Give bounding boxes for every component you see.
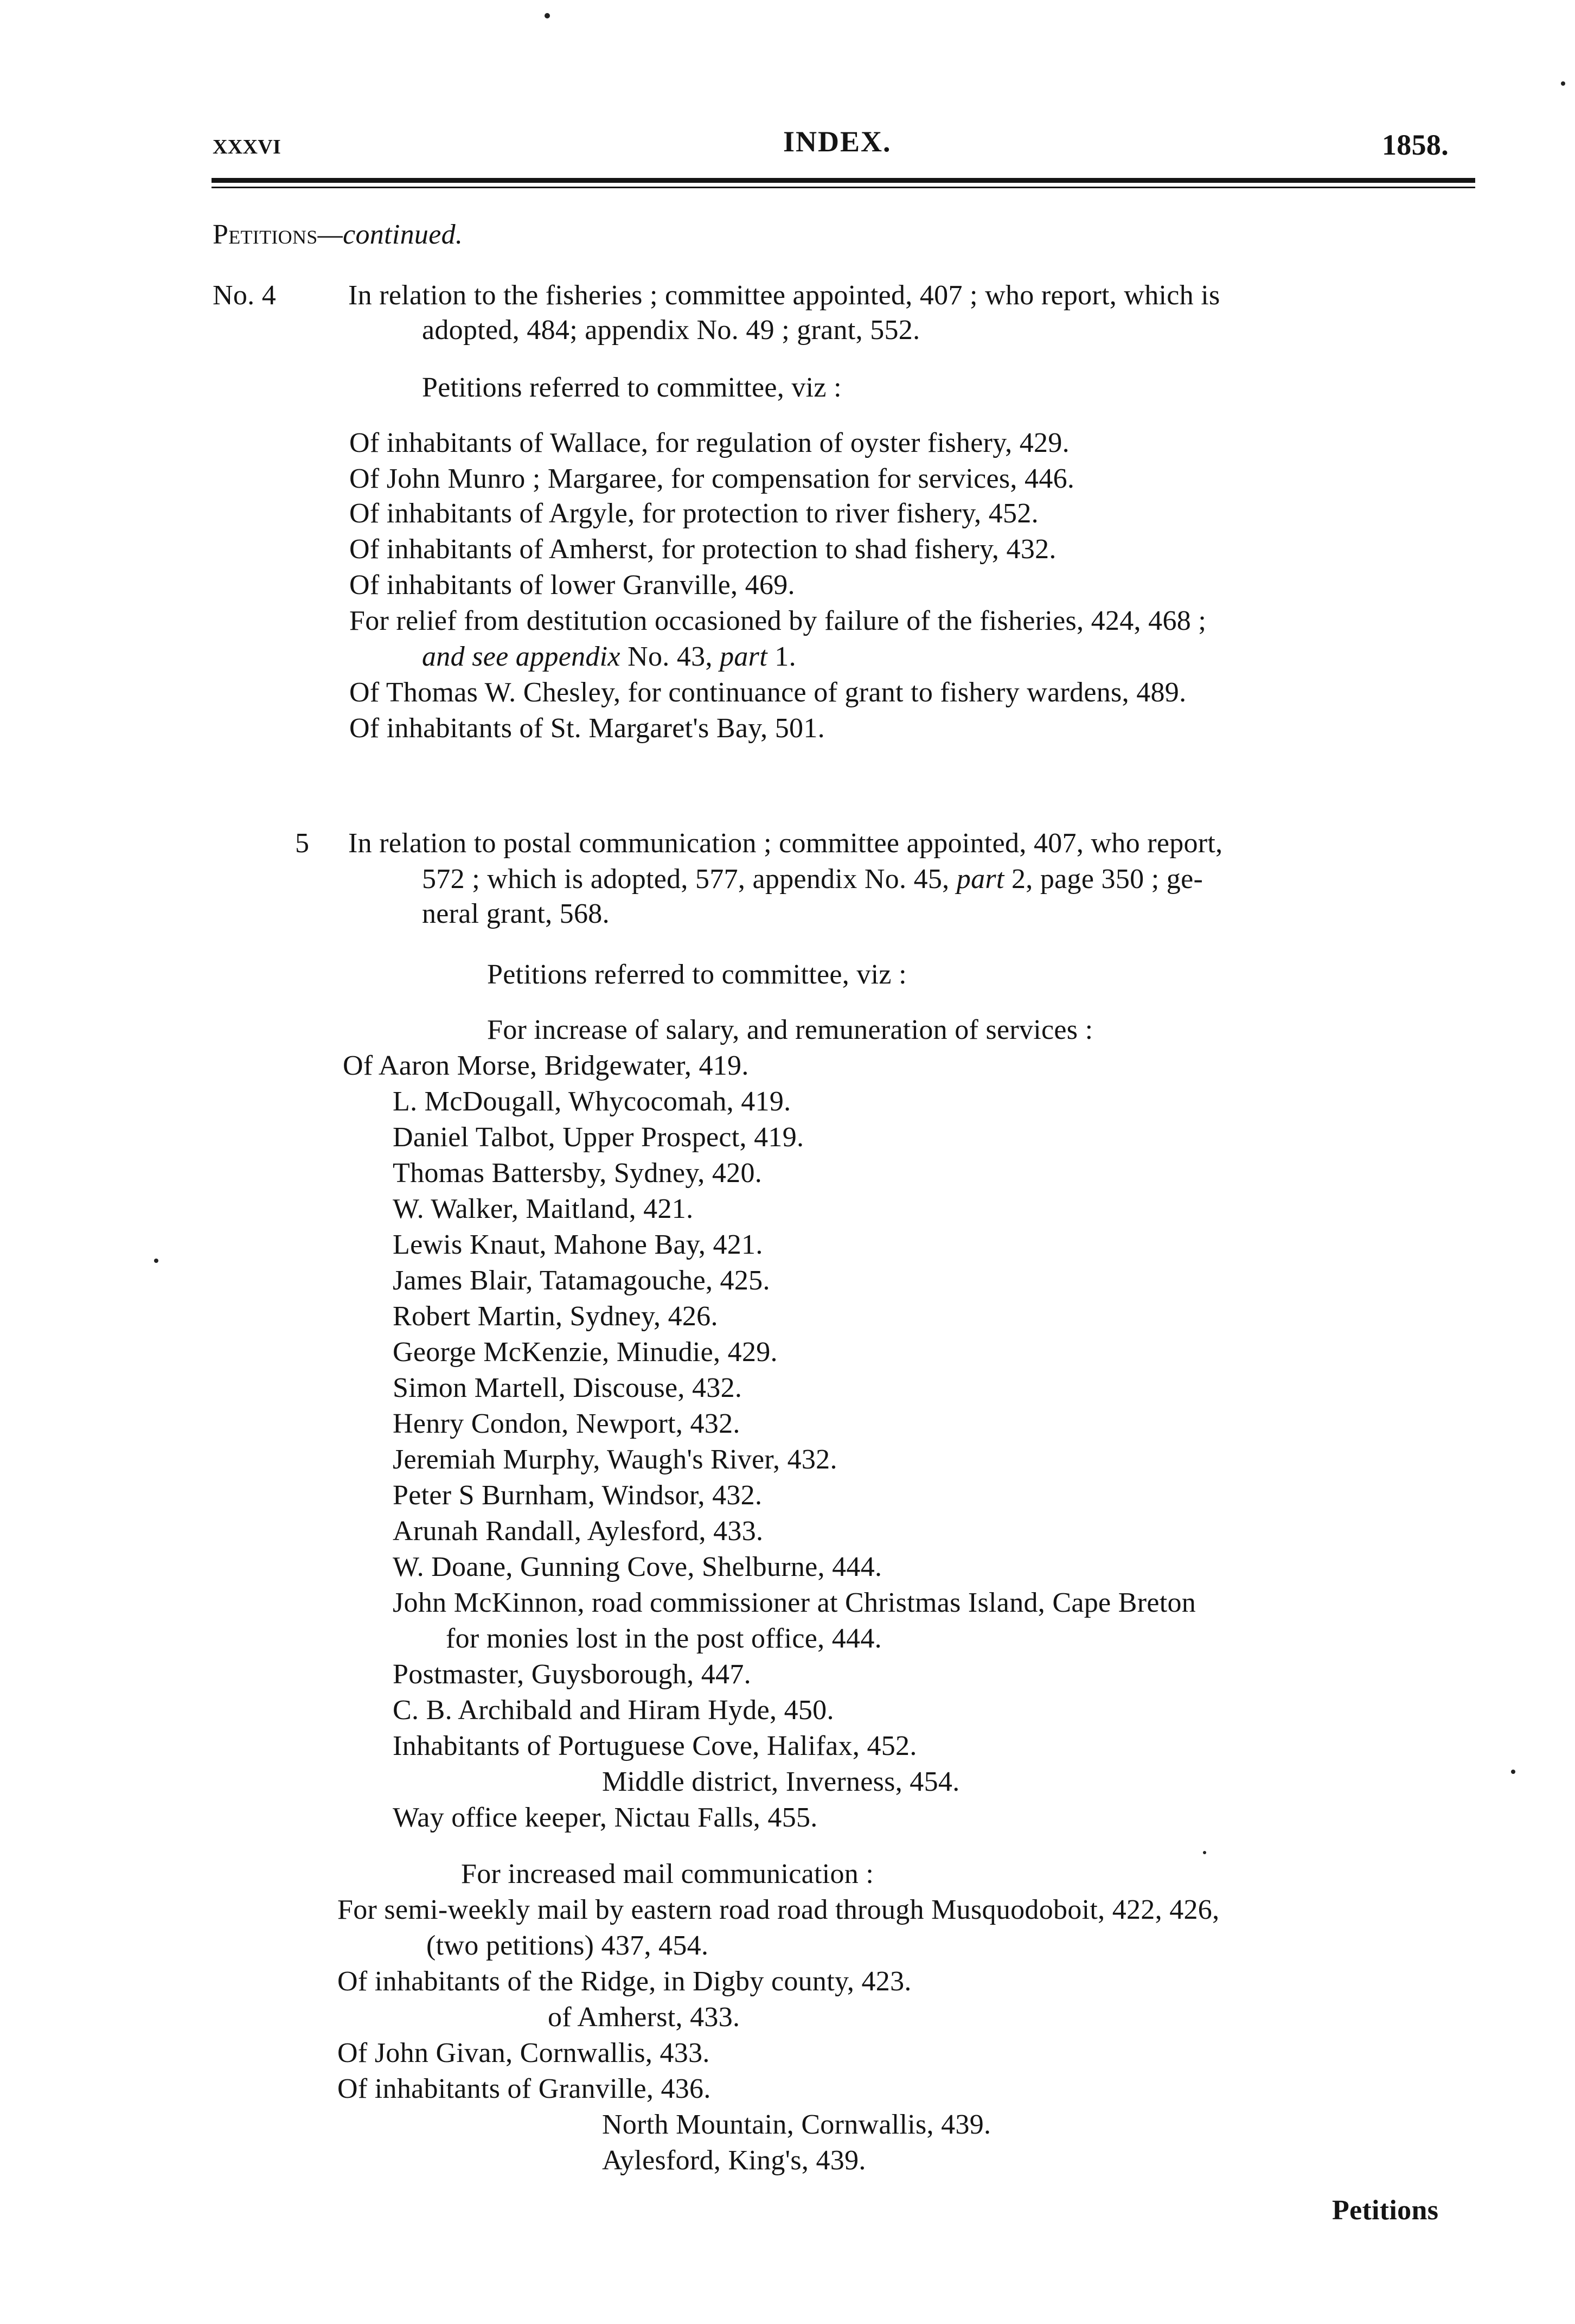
salary-item: C. B. Archibald and Hiram Hyde, 450.	[393, 1695, 834, 1726]
entry-4-item: Of inhabitants of Wallace, for regulation of oyster fishery, 429.	[349, 427, 1070, 458]
entry-4-number: No. 4	[213, 280, 277, 311]
entry-5-line3: neral grant, 568.	[422, 898, 610, 929]
entry-4-item: For relief from destitution occasioned by failure of the fisheries, 424, 468 ;	[349, 605, 1207, 636]
mail-heading: For increased mail communication :	[461, 1859, 874, 1889]
header-rule-thick	[212, 178, 1475, 183]
entry-4-line1: In relation to the fisheries ; committee appointed, 407 ; who report, which is	[348, 280, 1220, 311]
salary-item-continuation: for monies lost in the post office, 444.	[446, 1623, 882, 1654]
salary-item: Arunah Randall, Aylesford, 433.	[393, 1516, 764, 1547]
page-numeral: xxxvi	[213, 127, 281, 160]
page-year: 1858.	[1382, 129, 1449, 161]
salary-item: Inhabitants of Portuguese Cove, Halifax, 452.	[393, 1731, 917, 1761]
salary-item: Daniel Talbot, Upper Prospect, 419.	[393, 1122, 804, 1153]
section-heading-word: Petitions	[213, 219, 318, 250]
catchword: Petitions	[1332, 2195, 1439, 2226]
salary-item: Jeremiah Murphy, Waugh's River, 432.	[393, 1444, 837, 1475]
entry-4-line2: adopted, 484; appendix No. 49 ; grant, 552.	[422, 315, 920, 346]
entry-5-referred-heading: Petitions referred to committee, viz :	[487, 959, 907, 990]
salary-item: Of Aaron Morse, Bridgewater, 419.	[343, 1050, 749, 1081]
entry-4-item: Of inhabitants of Amherst, for protection to shad fishery, 432.	[349, 534, 1057, 565]
salary-item: Simon Martell, Discouse, 432.	[393, 1372, 742, 1403]
salary-heading: For increase of salary, and remuneration of services :	[487, 1014, 1093, 1045]
entry-5-number: 5	[295, 828, 310, 859]
salary-item: L. McDougall, Whycocomah, 419.	[393, 1086, 791, 1117]
salary-item: Thomas Battersby, Sydney, 420.	[393, 1158, 763, 1189]
running-title: INDEX.	[783, 125, 892, 158]
entry-4-item: Of John Munro ; Margaree, for compensation for services, 446.	[349, 463, 1075, 494]
salary-item: Henry Condon, Newport, 432.	[393, 1408, 740, 1439]
mail-item: Of inhabitants of the Ridge, in Digby county, 423.	[337, 1966, 912, 1997]
header-rule-thin	[212, 187, 1475, 188]
mail-item-continuation: (two petitions) 437, 454.	[426, 1930, 709, 1961]
mail-item-sub: of Amherst, 433.	[548, 2002, 740, 2033]
salary-item: Peter S Burnham, Windsor, 432.	[393, 1480, 763, 1511]
section-heading	[213, 217, 463, 253]
entry-4-item: Of inhabitants of lower Granville, 469.	[349, 570, 795, 601]
entry-5-line2: 572 ; which is adopted, 577, appendix No. 45, part 2, page 350 ; ge-	[422, 864, 1203, 895]
ink-speck	[1203, 1851, 1206, 1854]
mail-item: Of John Givan, Cornwallis, 433.	[337, 2038, 710, 2068]
salary-item: W. Walker, Maitland, 421.	[393, 1193, 694, 1224]
ink-speck	[545, 13, 550, 18]
mail-item: Of inhabitants of Granville, 436.	[337, 2073, 711, 2104]
salary-item: Postmaster, Guysborough, 447.	[393, 1659, 751, 1690]
salary-item-sub: Middle district, Inverness, 454.	[602, 1766, 960, 1797]
section-heading-continued: —continued.	[317, 219, 463, 250]
see-appendix-text: and see appendix	[422, 641, 620, 672]
salary-item: George McKenzie, Minudie, 429.	[393, 1337, 778, 1368]
mail-item-sub: Aylesford, King's, 439.	[602, 2145, 866, 2176]
entry-4-item-continuation: and see appendix No. 43, part 1.	[422, 641, 796, 672]
salary-item: James Blair, Tatamagouche, 425.	[393, 1265, 770, 1296]
salary-item: W. Doane, Gunning Cove, Shelburne, 444.	[393, 1552, 882, 1582]
ink-speck	[1561, 81, 1565, 86]
ink-speck	[1511, 1770, 1515, 1774]
salary-item: John McKinnon, road commissioner at Christmas Island, Cape Breton	[393, 1587, 1196, 1618]
entry-4-item: Of Thomas W. Chesley, for continuance of grant to fishery wardens, 489.	[349, 677, 1187, 708]
entry-4-item: Of inhabitants of Argyle, for protection to river fishery, 452.	[349, 498, 1039, 529]
salary-item: Lewis Knaut, Mahone Bay, 421.	[393, 1229, 763, 1260]
entry-4-referred-heading: Petitions referred to committee, viz :	[422, 372, 842, 403]
mail-item: For semi-weekly mail by eastern road road through Musquodoboit, 422, 426,	[337, 1894, 1220, 1925]
salary-item: Robert Martin, Sydney, 426.	[393, 1301, 718, 1332]
entry-4-item: Of inhabitants of St. Margaret's Bay, 501.	[349, 713, 825, 744]
ink-speck	[154, 1259, 158, 1263]
salary-item: Way office keeper, Nictau Falls, 455.	[393, 1802, 818, 1833]
entry-5-line1: In relation to postal communication ; committee appointed, 407, who report,	[348, 828, 1223, 859]
mail-item-sub: North Mountain, Cornwallis, 439.	[602, 2109, 991, 2140]
